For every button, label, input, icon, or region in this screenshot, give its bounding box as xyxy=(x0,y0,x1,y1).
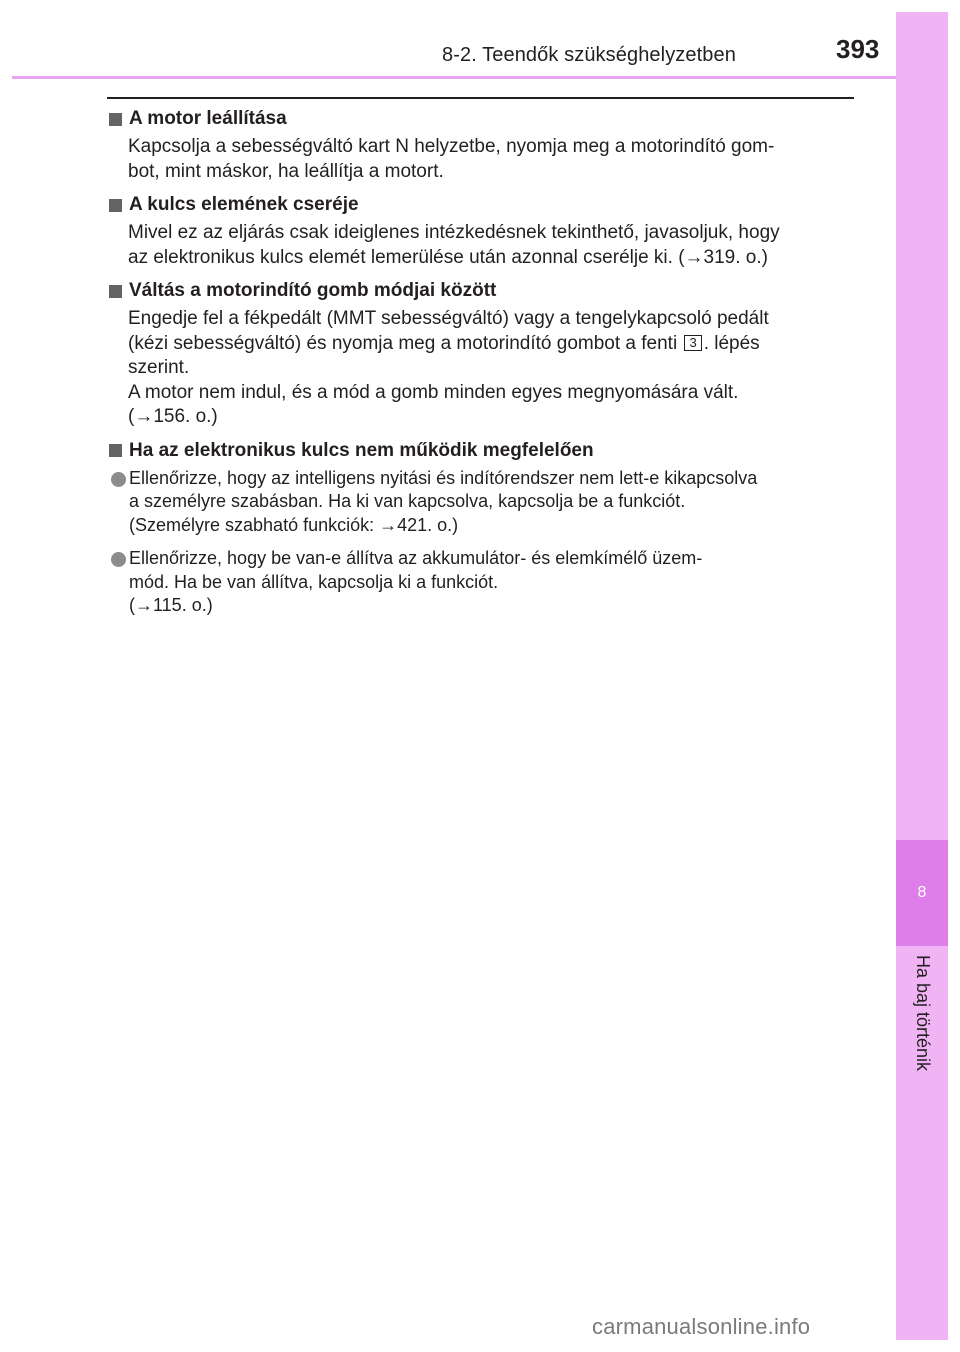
square-bullet-icon xyxy=(109,444,122,457)
square-bullet-icon xyxy=(109,199,122,212)
chapter-number: 8 xyxy=(917,884,927,901)
section-heading xyxy=(107,106,854,132)
paragraph-line: bot, mint máskor, ha leállítja a motort. xyxy=(128,160,444,182)
bullet-line: Ellenőrizze, hogy az intelligens nyitási és indítórendszer nem lett-e kikapcsolva xyxy=(129,467,758,488)
bullet-line: (→115. o.) xyxy=(129,595,213,615)
bullet-item xyxy=(107,547,854,618)
content-top-rule xyxy=(107,97,854,99)
paragraph-line: Kapcsolja a sebességváltó kart N helyzetbe, nyomja meg a motorindító gom- xyxy=(128,136,775,157)
bullet-line: Ellenőrizze, hogy be van-e állítva az akkumulátor- és elemkímélő üzem- xyxy=(129,548,703,568)
paragraph-line: az elektronikus kulcs elemét lemerülése után azonnal cserélje ki. (→319. o.) xyxy=(128,246,768,268)
round-bullet-icon xyxy=(111,552,126,567)
section-paragraph xyxy=(128,221,854,270)
chapter-title-container xyxy=(900,955,944,1095)
bullet-text xyxy=(129,467,854,538)
section-key-battery xyxy=(107,192,854,270)
section-paragraph xyxy=(128,307,854,430)
round-bullet-icon xyxy=(111,472,126,487)
paragraph-line: szerint. xyxy=(128,357,190,378)
paragraph-line: Engedje fel a fékpedált (MMT sebességváltó) vagy a tengelykapcsoló pedált xyxy=(128,308,769,329)
bullet-text xyxy=(129,547,854,618)
bullet-line: a személyre szabásban. Ha ki van kapcsolva, kapcsolja be a funkciót. xyxy=(129,491,686,511)
section-heading xyxy=(107,438,854,464)
step-number-box: 3 xyxy=(684,335,701,351)
section-heading xyxy=(107,278,854,304)
paragraph-line: Mivel ez az eljárás csak ideiglenes intézkedésnek tekinthető, javasoljuk, hogy xyxy=(128,222,780,243)
bullet-line: mód. Ha be van állítva, kapcsolja ki a funkciót. xyxy=(129,571,499,592)
section-heading-text: Váltás a motorindító gomb módjai között xyxy=(129,280,497,301)
square-bullet-icon xyxy=(109,285,122,298)
watermark: carmanualsonline.info xyxy=(592,1314,811,1339)
page-content xyxy=(107,106,854,628)
paragraph-line: A motor nem indul, és a mód a gomb minden egyes megnyomására vált. xyxy=(128,381,739,403)
paragraph-line: (→156. o.) xyxy=(128,406,218,427)
section-heading-text: Ha az elektronikus kulcs nem működik megfelelően xyxy=(129,439,594,461)
section-heading xyxy=(107,192,854,218)
section-engine-stop xyxy=(107,106,854,184)
paragraph-text: . lépés xyxy=(703,332,760,354)
paragraph-line xyxy=(128,332,854,357)
page-number: 393 xyxy=(836,34,880,64)
square-bullet-icon xyxy=(109,113,122,126)
section-start-button-modes xyxy=(107,278,854,430)
section-title: 8-2. Teendők szükséghelyzetben xyxy=(442,44,736,66)
header-rule xyxy=(12,76,948,79)
section-paragraph xyxy=(128,135,854,184)
section-heading-text: A motor leállítása xyxy=(129,108,287,129)
paragraph-text: (kézi sebességváltó) és nyomja meg a motorindító gombot a fenti xyxy=(128,332,678,354)
bullet-item xyxy=(107,467,854,538)
section-heading-text: A kulcs elemének cseréje xyxy=(129,194,359,215)
chapter-title: Ha baj történik xyxy=(913,955,933,1072)
chapter-side-tab xyxy=(896,12,948,1340)
section-key-malfunction xyxy=(107,438,854,618)
bullet-line: (Személyre szabható funkciók: →421. o.) xyxy=(129,514,459,535)
